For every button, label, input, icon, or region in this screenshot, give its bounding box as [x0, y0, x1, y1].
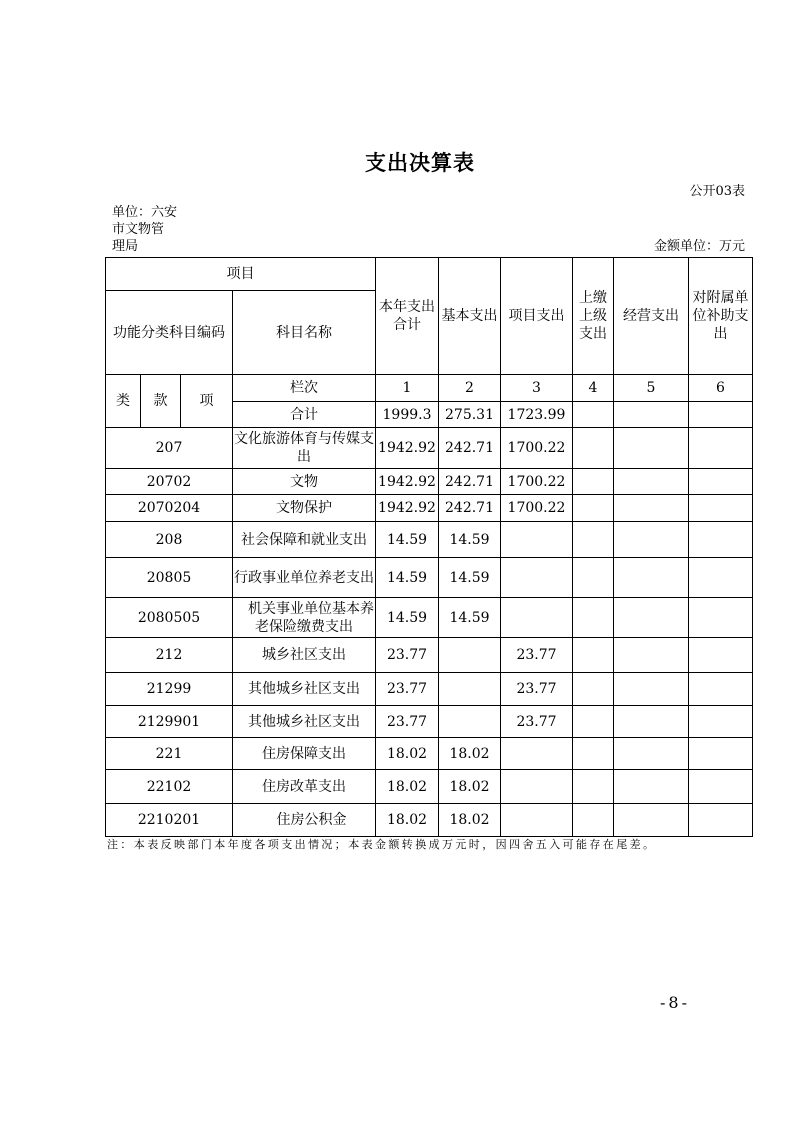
- row-operating-expenditure: [614, 558, 689, 598]
- row-subsidy-expenditure: [689, 495, 753, 522]
- header-xiang: 项: [181, 375, 233, 428]
- header-kuan: 款: [141, 375, 181, 428]
- row-subsidy-expenditure: [689, 522, 753, 558]
- row-project-expenditure: 23.77: [501, 673, 573, 706]
- row-code: 221: [106, 738, 233, 770]
- column-number: 4: [573, 375, 614, 402]
- header-function-code: 功能分类科目编码: [106, 291, 233, 375]
- row-project-expenditure: 23.77: [501, 706, 573, 738]
- header-item: 项目: [106, 258, 376, 291]
- row-basic-expenditure: 18.02: [439, 738, 501, 770]
- row-code: 21299: [106, 673, 233, 706]
- row-operating-expenditure: [614, 495, 689, 522]
- row-project-expenditure: 1700.22: [501, 469, 573, 495]
- expenditure-table: [105, 257, 753, 837]
- row-subject-name: 社会保障和就业支出: [233, 522, 376, 558]
- reporting-unit: [112, 204, 177, 255]
- row-subject-name: 文物保护: [233, 495, 376, 522]
- row-basic-expenditure: 18.02: [439, 804, 501, 837]
- row-operating-expenditure: [614, 598, 689, 638]
- row-remit-upper-expenditure: [573, 706, 614, 738]
- table-row: [106, 638, 753, 673]
- row-subsidy-expenditure: [689, 558, 753, 598]
- table-footnote: 注：本表反映部门本年度各项支出情况；本表金额转换成万元时，因四舍五入可能存在尾差。: [107, 838, 657, 851]
- row-code: 2080505: [106, 598, 233, 638]
- header-project-expenditure: 项目支出: [501, 258, 573, 375]
- row-basic-expenditure: 14.59: [439, 522, 501, 558]
- row-operating-expenditure: [614, 706, 689, 738]
- total-operating-expenditure: [614, 402, 689, 428]
- row-code: 2070204: [106, 495, 233, 522]
- amount-unit: 金额单位：万元: [653, 239, 745, 254]
- header-remit-upper-expenditure: 上缴上级支出: [573, 258, 614, 375]
- table-row: [106, 469, 753, 495]
- table-row: [106, 598, 753, 638]
- row-code: 207: [106, 428, 233, 469]
- total-label: 合计: [233, 402, 376, 428]
- table-row: [106, 673, 753, 706]
- row-code: 208: [106, 522, 233, 558]
- row-project-expenditure: [501, 598, 573, 638]
- total-basic-expenditure: 275.31: [439, 402, 501, 428]
- row-operating-expenditure: [614, 428, 689, 469]
- total-project-expenditure: 1723.99: [501, 402, 573, 428]
- row-project-expenditure: [501, 558, 573, 598]
- row-subsidy-expenditure: [689, 706, 753, 738]
- total-subsidy-expenditure: [689, 402, 753, 428]
- row-subject-name: 住房公积金: [233, 804, 376, 837]
- table-row: [106, 522, 753, 558]
- row-basic-expenditure: [439, 673, 501, 706]
- row-remit-upper-expenditure: [573, 522, 614, 558]
- row-total-expenditure: 23.77: [376, 638, 439, 673]
- column-number: 3: [501, 375, 573, 402]
- header-subsidy-expenditure: 对附属单位补助支出: [689, 258, 753, 375]
- table-row: [106, 428, 753, 469]
- row-code: 20702: [106, 469, 233, 495]
- row-project-expenditure: [501, 804, 573, 837]
- row-total-expenditure: 23.77: [376, 706, 439, 738]
- column-number-row: [106, 375, 753, 402]
- row-total-expenditure: 1942.92: [376, 495, 439, 522]
- row-subsidy-expenditure: [689, 738, 753, 770]
- row-operating-expenditure: [614, 804, 689, 837]
- row-remit-upper-expenditure: [573, 469, 614, 495]
- row-basic-expenditure: [439, 638, 501, 673]
- row-subsidy-expenditure: [689, 638, 753, 673]
- row-code: 2210201: [106, 804, 233, 837]
- row-subject-name: 城乡社区支出: [233, 638, 376, 673]
- row-project-expenditure: [501, 522, 573, 558]
- reporting-unit-line: 单位：六安: [112, 205, 178, 220]
- row-subsidy-expenditure: [689, 804, 753, 837]
- row-project-expenditure: 23.77: [501, 638, 573, 673]
- row-subsidy-expenditure: [689, 770, 753, 804]
- row-remit-upper-expenditure: [573, 770, 614, 804]
- row-remit-upper-expenditure: [573, 673, 614, 706]
- row-operating-expenditure: [614, 738, 689, 770]
- header-subject-name: 科目名称: [233, 291, 376, 375]
- row-remit-upper-expenditure: [573, 428, 614, 469]
- row-operating-expenditure: [614, 673, 689, 706]
- header-operating-expenditure: 经营支出: [614, 258, 689, 375]
- header-row: [106, 258, 753, 291]
- table-row: [106, 770, 753, 804]
- total-remit-upper-expenditure: [573, 402, 614, 428]
- row-total-expenditure: 1942.92: [376, 469, 439, 495]
- row-project-expenditure: 1700.22: [501, 428, 573, 469]
- row-operating-expenditure: [614, 469, 689, 495]
- row-total-expenditure: 14.59: [376, 558, 439, 598]
- row-project-expenditure: [501, 738, 573, 770]
- row-subsidy-expenditure: [689, 428, 753, 469]
- row-code: 20805: [106, 558, 233, 598]
- row-remit-upper-expenditure: [573, 638, 614, 673]
- header-basic-expenditure: 基本支出: [439, 258, 501, 375]
- column-number: 1: [376, 375, 439, 402]
- row-remit-upper-expenditure: [573, 738, 614, 770]
- row-code: 212: [106, 638, 233, 673]
- row-remit-upper-expenditure: [573, 558, 614, 598]
- row-subject-name: 文物: [233, 469, 376, 495]
- row-total-expenditure: 23.77: [376, 673, 439, 706]
- row-remit-upper-expenditure: [573, 598, 614, 638]
- row-basic-expenditure: 242.71: [439, 428, 501, 469]
- row-subject-name: 其他城乡社区支出: [233, 706, 376, 738]
- row-code: 2129901: [106, 706, 233, 738]
- row-subject-name: 行政事业单位养老支出: [233, 558, 376, 598]
- table-row: [106, 738, 753, 770]
- row-subject-name: 文化旅游体育与传媒支出: [233, 428, 376, 469]
- document-title: 支出决算表: [365, 151, 475, 175]
- row-subject-name: 机关事业单位基本养老保险缴费支出: [233, 598, 376, 638]
- total-total-expenditure: 1999.3: [376, 402, 439, 428]
- row-subject-name: 其他城乡社区支出: [233, 673, 376, 706]
- row-total-expenditure: 14.59: [376, 522, 439, 558]
- row-basic-expenditure: 14.59: [439, 558, 501, 598]
- header-lei: 类: [106, 375, 141, 428]
- row-subsidy-expenditure: [689, 673, 753, 706]
- table-row: [106, 495, 753, 522]
- row-operating-expenditure: [614, 638, 689, 673]
- row-basic-expenditure: 18.02: [439, 770, 501, 804]
- row-subsidy-expenditure: [689, 469, 753, 495]
- row-basic-expenditure: [439, 706, 501, 738]
- table-row: [106, 804, 753, 837]
- header-lanci: 栏次: [233, 375, 376, 402]
- row-subject-name: 住房改革支出: [233, 770, 376, 804]
- row-total-expenditure: 1942.92: [376, 428, 439, 469]
- row-total-expenditure: 18.02: [376, 738, 439, 770]
- reporting-unit-line: 市文物管: [112, 222, 165, 237]
- reporting-unit-line: 理局: [112, 239, 139, 254]
- row-subject-name: 住房保障支出: [233, 738, 376, 770]
- row-code: 22102: [106, 770, 233, 804]
- row-total-expenditure: 14.59: [376, 598, 439, 638]
- form-number: 公开03表: [689, 184, 745, 199]
- row-basic-expenditure: 242.71: [439, 469, 501, 495]
- row-remit-upper-expenditure: [573, 495, 614, 522]
- column-number: 5: [614, 375, 689, 402]
- row-operating-expenditure: [614, 522, 689, 558]
- page-number: -8-: [660, 993, 690, 1012]
- column-number: 6: [689, 375, 753, 402]
- row-subsidy-expenditure: [689, 598, 753, 638]
- column-number: 2: [439, 375, 501, 402]
- row-operating-expenditure: [614, 770, 689, 804]
- row-project-expenditure: [501, 770, 573, 804]
- row-basic-expenditure: 242.71: [439, 495, 501, 522]
- header-total-expenditure: 本年支出合计: [376, 258, 439, 375]
- row-project-expenditure: 1700.22: [501, 495, 573, 522]
- row-basic-expenditure: 14.59: [439, 598, 501, 638]
- row-total-expenditure: 18.02: [376, 770, 439, 804]
- row-total-expenditure: 18.02: [376, 804, 439, 837]
- table-row: [106, 558, 753, 598]
- row-remit-upper-expenditure: [573, 804, 614, 837]
- table-row: [106, 706, 753, 738]
